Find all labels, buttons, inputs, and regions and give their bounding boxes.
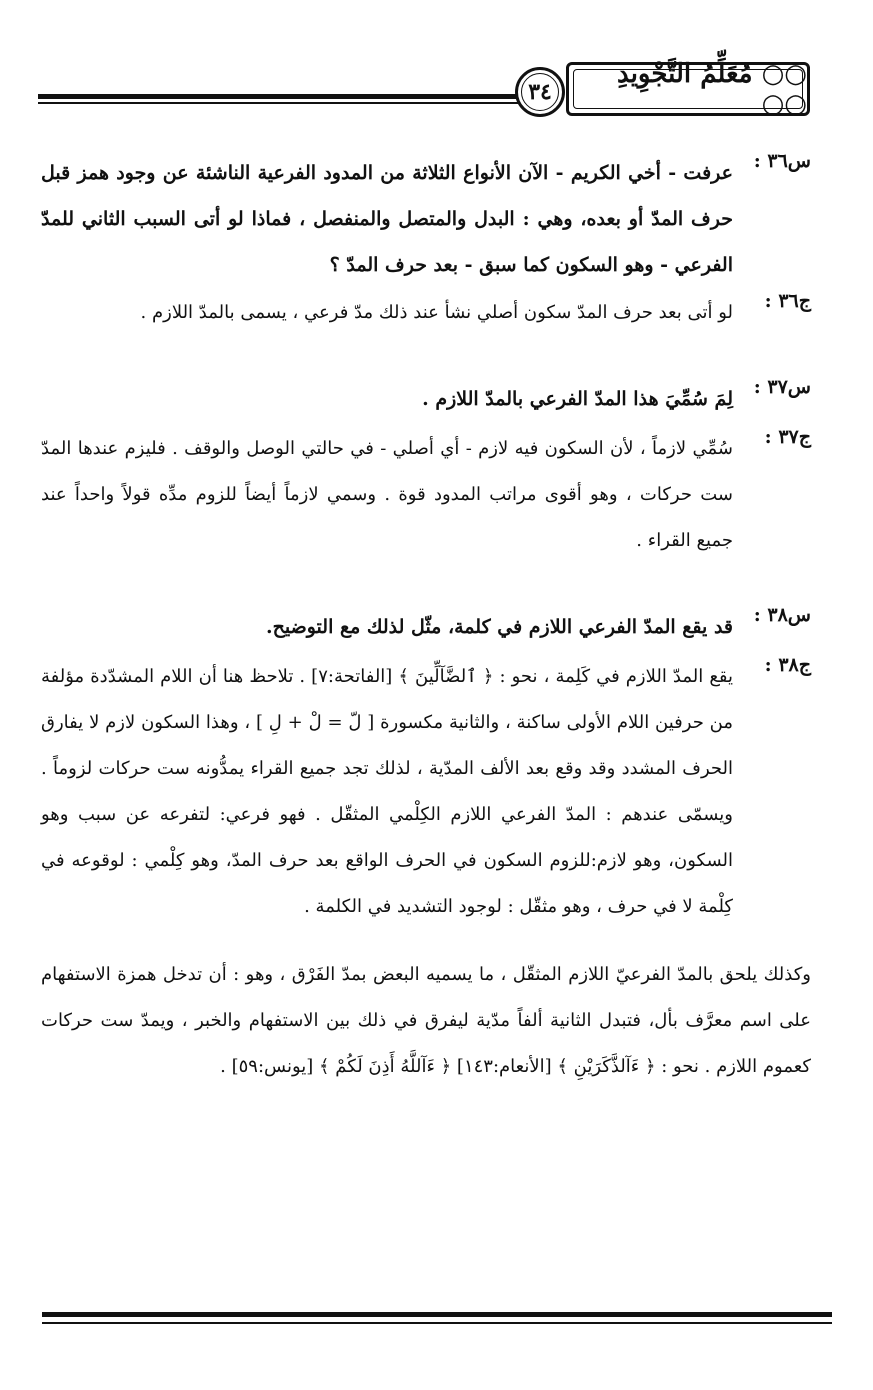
- page-number-circle: [515, 67, 565, 117]
- answer-tag: ج٣٦ :: [764, 290, 811, 312]
- answer-text: سُمِّي لازماً ، لأن السكون فيه لازم - أي أصلي - في حالتي الوصل والوقف . فليزم عندها المدّ ست حركات ، وهو أقوى مراتب المدود قوة . وسمي لازماً أيضاً للزوم مدِّه قولاً واحداً عند جميع القراء .: [41, 438, 733, 551]
- closing-paragraph: وكذلك يلحق بالمدّ الفرعيّ اللازم المثقّل ، ما يسميه البعض بمدّ الفَرْق ، وهو : أن تدخل همزة الاستفهام على اسم معرَّف بأل، فتبدل الثانية ألفاً مدّية ليفرق في ذلك بين الاستفهام والخبر ، ويمدّ ست حركات كعموم اللازم . نحو : ﴿ ءَآلذَّكَرَيْنِ ﴾ [الأنعام:١٤٣] ﴿ ءَآللَّهُ أَذِنَ لَكُمْ ﴾ [يونس:٥٩] .: [41, 964, 811, 1077]
- header-rule-left: [38, 94, 520, 99]
- answer-text: يقع المدّ اللازم في كَلِمة ، نحو : ﴿ ٱلضَّآلِّينَ ﴾ [الفاتحة:٧] . تلاحظ هنا أن اللام المشدّدة مؤلفة من حرفين اللام الأولى ساكنة ، والثانية مكسورة [ لّ = لْ + لِ ] ، وهذا السكون لازم لا يفارق الحرف المشدد وقد وقع بعد الألف المدّية ، لذلك تجد جميع القراء يمدُّونه ست حركات لزوماً . ويسمّى عندهم : المدّ الفرعي اللازم الكِلْمي المثقّل . فهو فرعي: لتفرعه عن سبب وهو السكون، وهو لازم:للزوم السكون في الحرف الواقع بعد حرف المدّ، وهو كِلْمي : لوقوعه في كِلْمة لا في حرف ، وهو مثقّل : لوجود التشديد في الكلمة .: [41, 666, 734, 917]
- question-36: [41, 150, 811, 288]
- question-tag: س٣٧ :: [753, 376, 811, 398]
- question-text: عرفت - أخي الكريم - الآن الأنواع الثلاثة من المدود الفرعية الناشئة عن وجود همز قبل حرف المدّ أو بعده، وهي : البدل والمتصل والمنفصل ، فماذا لو أتى السبب الثاني للمدّ الفرعي - وهو السكون كما سبق - بعد حرف المدّ ؟: [41, 162, 733, 276]
- question-37: [41, 376, 811, 422]
- answer-37: [41, 426, 811, 564]
- question-38: [41, 604, 811, 650]
- page-header: [0, 54, 873, 140]
- answer-tag: ج٣٨ :: [764, 654, 811, 676]
- question-text: لِمَ سُمِّيَ هذا المدّ الفرعي بالمدّ اللازم .: [422, 388, 733, 410]
- answer-38: [41, 654, 811, 930]
- answer-36: [41, 290, 811, 336]
- page-number: ٣٤: [528, 79, 552, 105]
- footer-rule-thin: [42, 1322, 832, 1324]
- question-text: قد يقع المدّ الفرعي اللازم في كلمة، مثّل لذلك مع التوضيح.: [266, 616, 733, 638]
- page-content: [41, 150, 811, 1090]
- answer-text: لو أتى بعد حرف المدّ سكون أصلي نشأ عند ذلك مدّ فرعي ، يسمى بالمدّ اللازم .: [140, 302, 733, 323]
- book-title-box: [566, 59, 810, 119]
- header-rule-left-thin: [38, 102, 520, 104]
- answer-tag: ج٣٧ :: [764, 426, 811, 448]
- question-tag: س٣٦ :: [753, 150, 811, 172]
- footer-rule-thick: [42, 1312, 832, 1317]
- question-tag: س٣٨ :: [753, 604, 811, 626]
- book-title: ○○ مُعَلِّمُ التَّجْوِيدِ ○○: [617, 59, 807, 119]
